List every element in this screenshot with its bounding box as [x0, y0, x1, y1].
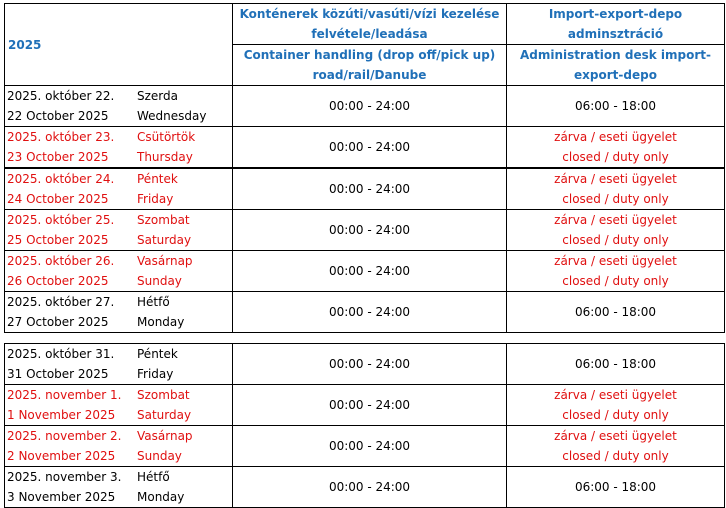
date-cell [5, 168, 233, 210]
day-name-english: Monday [137, 315, 185, 329]
schedule-table-body [5, 4, 725, 333]
handling-hours-cell: 00:00 - 24:00 [233, 168, 507, 210]
day-name-hungarian: Szerda [137, 89, 178, 103]
day-name-hungarian: Hétfő [137, 295, 170, 309]
date-hungarian: 2025. október 27. [7, 295, 115, 309]
table-row [5, 292, 725, 333]
date-hungarian: 2025. október 22. [7, 89, 115, 103]
date-english: 31 October 2025 [7, 367, 109, 381]
day-name-hungarian: Szombat [137, 213, 190, 227]
date-cell [5, 292, 233, 333]
table-row [5, 86, 725, 127]
admin-status-primary: zárva / eseti ügyelet [554, 429, 677, 443]
date-english: 24 October 2025 [7, 192, 109, 206]
admin-status-secondary: closed / duty only [562, 150, 669, 164]
date-cell [5, 210, 233, 251]
table-row [5, 210, 725, 251]
admin-hours-cell [507, 292, 725, 333]
year-header: 2025 [5, 4, 233, 86]
date-hungarian: 2025. november 1. [7, 388, 122, 402]
date-english: 2 November 2025 [7, 449, 116, 463]
day-name-english: Sunday [137, 274, 182, 288]
date-cell [5, 467, 233, 508]
admin-status-primary: 06:00 - 18:00 [574, 305, 657, 319]
day-name-hungarian: Péntek [137, 172, 178, 186]
handling-hours-cell: 00:00 - 24:00 [233, 251, 507, 292]
table-row [5, 344, 725, 385]
day-name-hungarian: Vasárnap [137, 429, 193, 443]
table-row [5, 467, 725, 508]
admin-status-primary: 06:00 - 18:00 [574, 480, 657, 494]
header-row-hungarian [5, 4, 725, 45]
date-english: 23 October 2025 [7, 150, 109, 164]
admin-status-primary: zárva / eseti ügyelet [554, 388, 677, 402]
admin-status-secondary: closed / duty only [562, 192, 669, 206]
admin-status-primary: zárva / eseti ügyelet [554, 172, 677, 186]
table-row [5, 127, 725, 169]
date-cell [5, 344, 233, 385]
admin-hours-cell [507, 168, 725, 210]
admin-status-secondary: closed / duty only [562, 449, 669, 463]
date-english: 26 October 2025 [7, 274, 109, 288]
day-name-hungarian: Csütörtök [137, 130, 196, 144]
handling-hours-cell: 00:00 - 24:00 [233, 344, 507, 385]
admin-hours-cell [507, 426, 725, 467]
day-name-english: Monday [137, 490, 185, 504]
date-english: 1 November 2025 [7, 408, 116, 422]
day-name-english: Friday [137, 367, 174, 381]
admin-hours-cell [507, 210, 725, 251]
day-name-english: Friday [137, 192, 174, 206]
handling-hours-cell: 00:00 - 24:00 [233, 127, 507, 169]
admin-hours-cell [507, 251, 725, 292]
admin-status-primary: zárva / eseti ügyelet [554, 213, 677, 227]
table-row [5, 385, 725, 426]
day-name-english: Saturday [137, 408, 192, 422]
date-hungarian: 2025. október 31. [7, 347, 115, 361]
day-name-english: Thursday [137, 150, 193, 164]
date-cell [5, 251, 233, 292]
admin-hours-cell [507, 467, 725, 508]
date-hungarian: 2025. október 23. [7, 130, 115, 144]
admin-hours-cell [507, 344, 725, 385]
admin-status-primary: 06:00 - 18:00 [574, 357, 657, 371]
handling-hours-cell: 00:00 - 24:00 [233, 467, 507, 508]
schedule-table-body [5, 344, 725, 508]
date-hungarian: 2025. november 2. [7, 429, 122, 443]
day-name-hungarian: Péntek [137, 347, 178, 361]
date-cell [5, 426, 233, 467]
admin-status-primary: zárva / eseti ügyelet [554, 254, 677, 268]
date-english: 25 October 2025 [7, 233, 109, 247]
handling-hours-cell: 00:00 - 24:00 [233, 292, 507, 333]
table-row [5, 251, 725, 292]
handling-hours-cell: 00:00 - 24:00 [233, 210, 507, 251]
admin-hours-cell [507, 127, 725, 169]
day-name-hungarian: Hétfő [137, 470, 170, 484]
admin-header-en: Administration desk import-export-depo [507, 45, 725, 86]
admin-hours-cell [507, 86, 725, 127]
date-english: 22 October 2025 [7, 109, 109, 123]
day-name-hungarian: Vasárnap [137, 254, 193, 268]
table-row [5, 426, 725, 467]
schedule-table-october [4, 3, 725, 333]
admin-header-hu: Import-export-depo adminsztráció [507, 4, 725, 45]
date-hungarian: 2025. november 3. [7, 470, 122, 484]
date-hungarian: 2025. október 24. [7, 172, 115, 186]
admin-hours-cell [507, 385, 725, 426]
handling-header-en: Container handling (drop off/pick up) road/rail/Danube [233, 45, 507, 86]
admin-status-secondary: closed / duty only [562, 233, 669, 247]
date-hungarian: 2025. október 25. [7, 213, 115, 227]
date-cell [5, 127, 233, 169]
handling-hours-cell: 00:00 - 24:00 [233, 426, 507, 467]
day-name-english: Wednesday [137, 109, 207, 123]
admin-status-secondary: closed / duty only [562, 274, 669, 288]
date-english: 27 October 2025 [7, 315, 109, 329]
date-hungarian: 2025. október 26. [7, 254, 115, 268]
day-name-english: Sunday [137, 449, 182, 463]
admin-status-secondary: closed / duty only [562, 408, 669, 422]
admin-status-primary: 06:00 - 18:00 [574, 99, 657, 113]
handling-header-hu: Konténerek közúti/vasúti/vízi kezelése felvétele/leadása [233, 4, 507, 45]
day-name-hungarian: Szombat [137, 388, 190, 402]
date-cell [5, 385, 233, 426]
admin-status-primary: zárva / eseti ügyelet [554, 130, 677, 144]
date-cell [5, 86, 233, 127]
table-row [5, 168, 725, 210]
handling-hours-cell: 00:00 - 24:00 [233, 385, 507, 426]
day-name-english: Saturday [137, 233, 192, 247]
date-english: 3 November 2025 [7, 490, 116, 504]
schedule-table-november [4, 343, 725, 508]
handling-hours-cell: 00:00 - 24:00 [233, 86, 507, 127]
